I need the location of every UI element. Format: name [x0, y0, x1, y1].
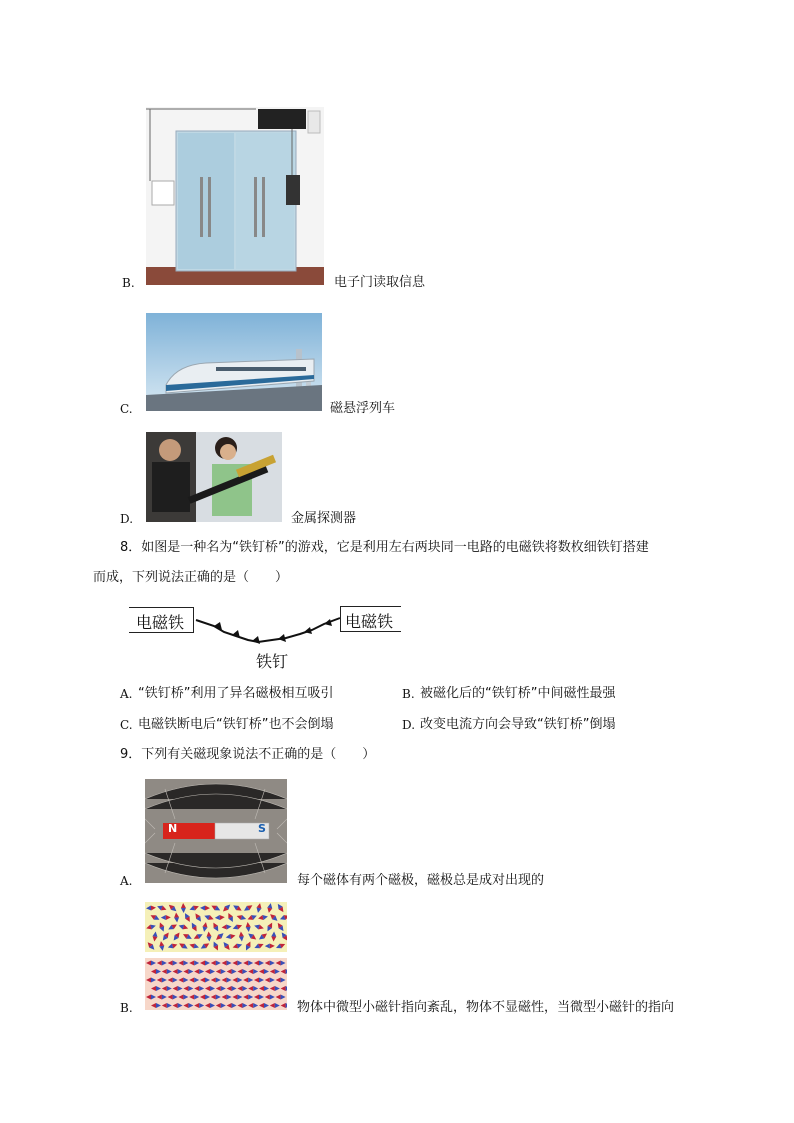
q7-option-d-letter: D. [120, 512, 134, 526]
q9-option-b-text: 物体中微型小磁针指向紊乱，物体不显磁性，当微型小磁针的指向 [297, 1000, 675, 1015]
nails-label: 铁钉 [256, 652, 289, 671]
left-electromagnet-label: 电磁铁 [136, 613, 185, 632]
q7-option-d-text: 金属探测器 [291, 511, 357, 526]
q8-option-b-text: 被磁化后的“铁钉桥”中间磁性最强 [420, 686, 616, 701]
q8-option-d-text: 改变电流方向会导致“铁钉桥”倒塌 [420, 717, 616, 732]
disordered-magnets-image [145, 902, 287, 952]
right-electromagnet-label: 电磁铁 [345, 612, 394, 631]
q8-option-c-text: 电磁铁断电后“铁钉桥”也不会倒塌 [138, 717, 334, 732]
q8-option-c-letter: C. [120, 718, 133, 732]
magnet-n-label: N [168, 822, 178, 835]
q9-option-a-letter: A. [120, 874, 133, 888]
q7-option-b-letter: B. [122, 276, 135, 290]
q8-option-a-letter: A. [120, 687, 133, 701]
q8-option-a-text: “铁钉桥”利用了异名磁极相互吸引 [138, 686, 334, 701]
q7-option-c-letter: C. [120, 402, 133, 416]
q9-option-a-text: 每个磁体有两个磁极，磁极总是成对出现的 [297, 873, 545, 888]
q8-option-d-letter: D. [402, 718, 416, 732]
q8-stem-line1: 8．如图是一种名为“铁钉桥”的游戏，它是利用左右两块同一电路的电磁铁将数枚细铁钉搭建 [120, 540, 649, 555]
q7-option-c-text: 磁悬浮列车 [330, 401, 396, 416]
metal-detector-image [146, 432, 282, 522]
q9-stem: 9．下列有关磁现象说法不正确的是（ ） [120, 747, 376, 762]
q9-option-b-letter: B. [120, 1001, 133, 1015]
q8-stem-line2: 而成，下列说法正确的是（ ） [93, 570, 289, 585]
electronic-door-image [146, 107, 324, 285]
q7-option-b-text: 电子门读取信息 [334, 275, 426, 290]
magnet-s-label: S [258, 822, 266, 835]
q8-option-b-letter: B. [402, 687, 415, 701]
maglev-train-image [146, 313, 322, 411]
aligned-magnets-image [145, 958, 287, 1010]
